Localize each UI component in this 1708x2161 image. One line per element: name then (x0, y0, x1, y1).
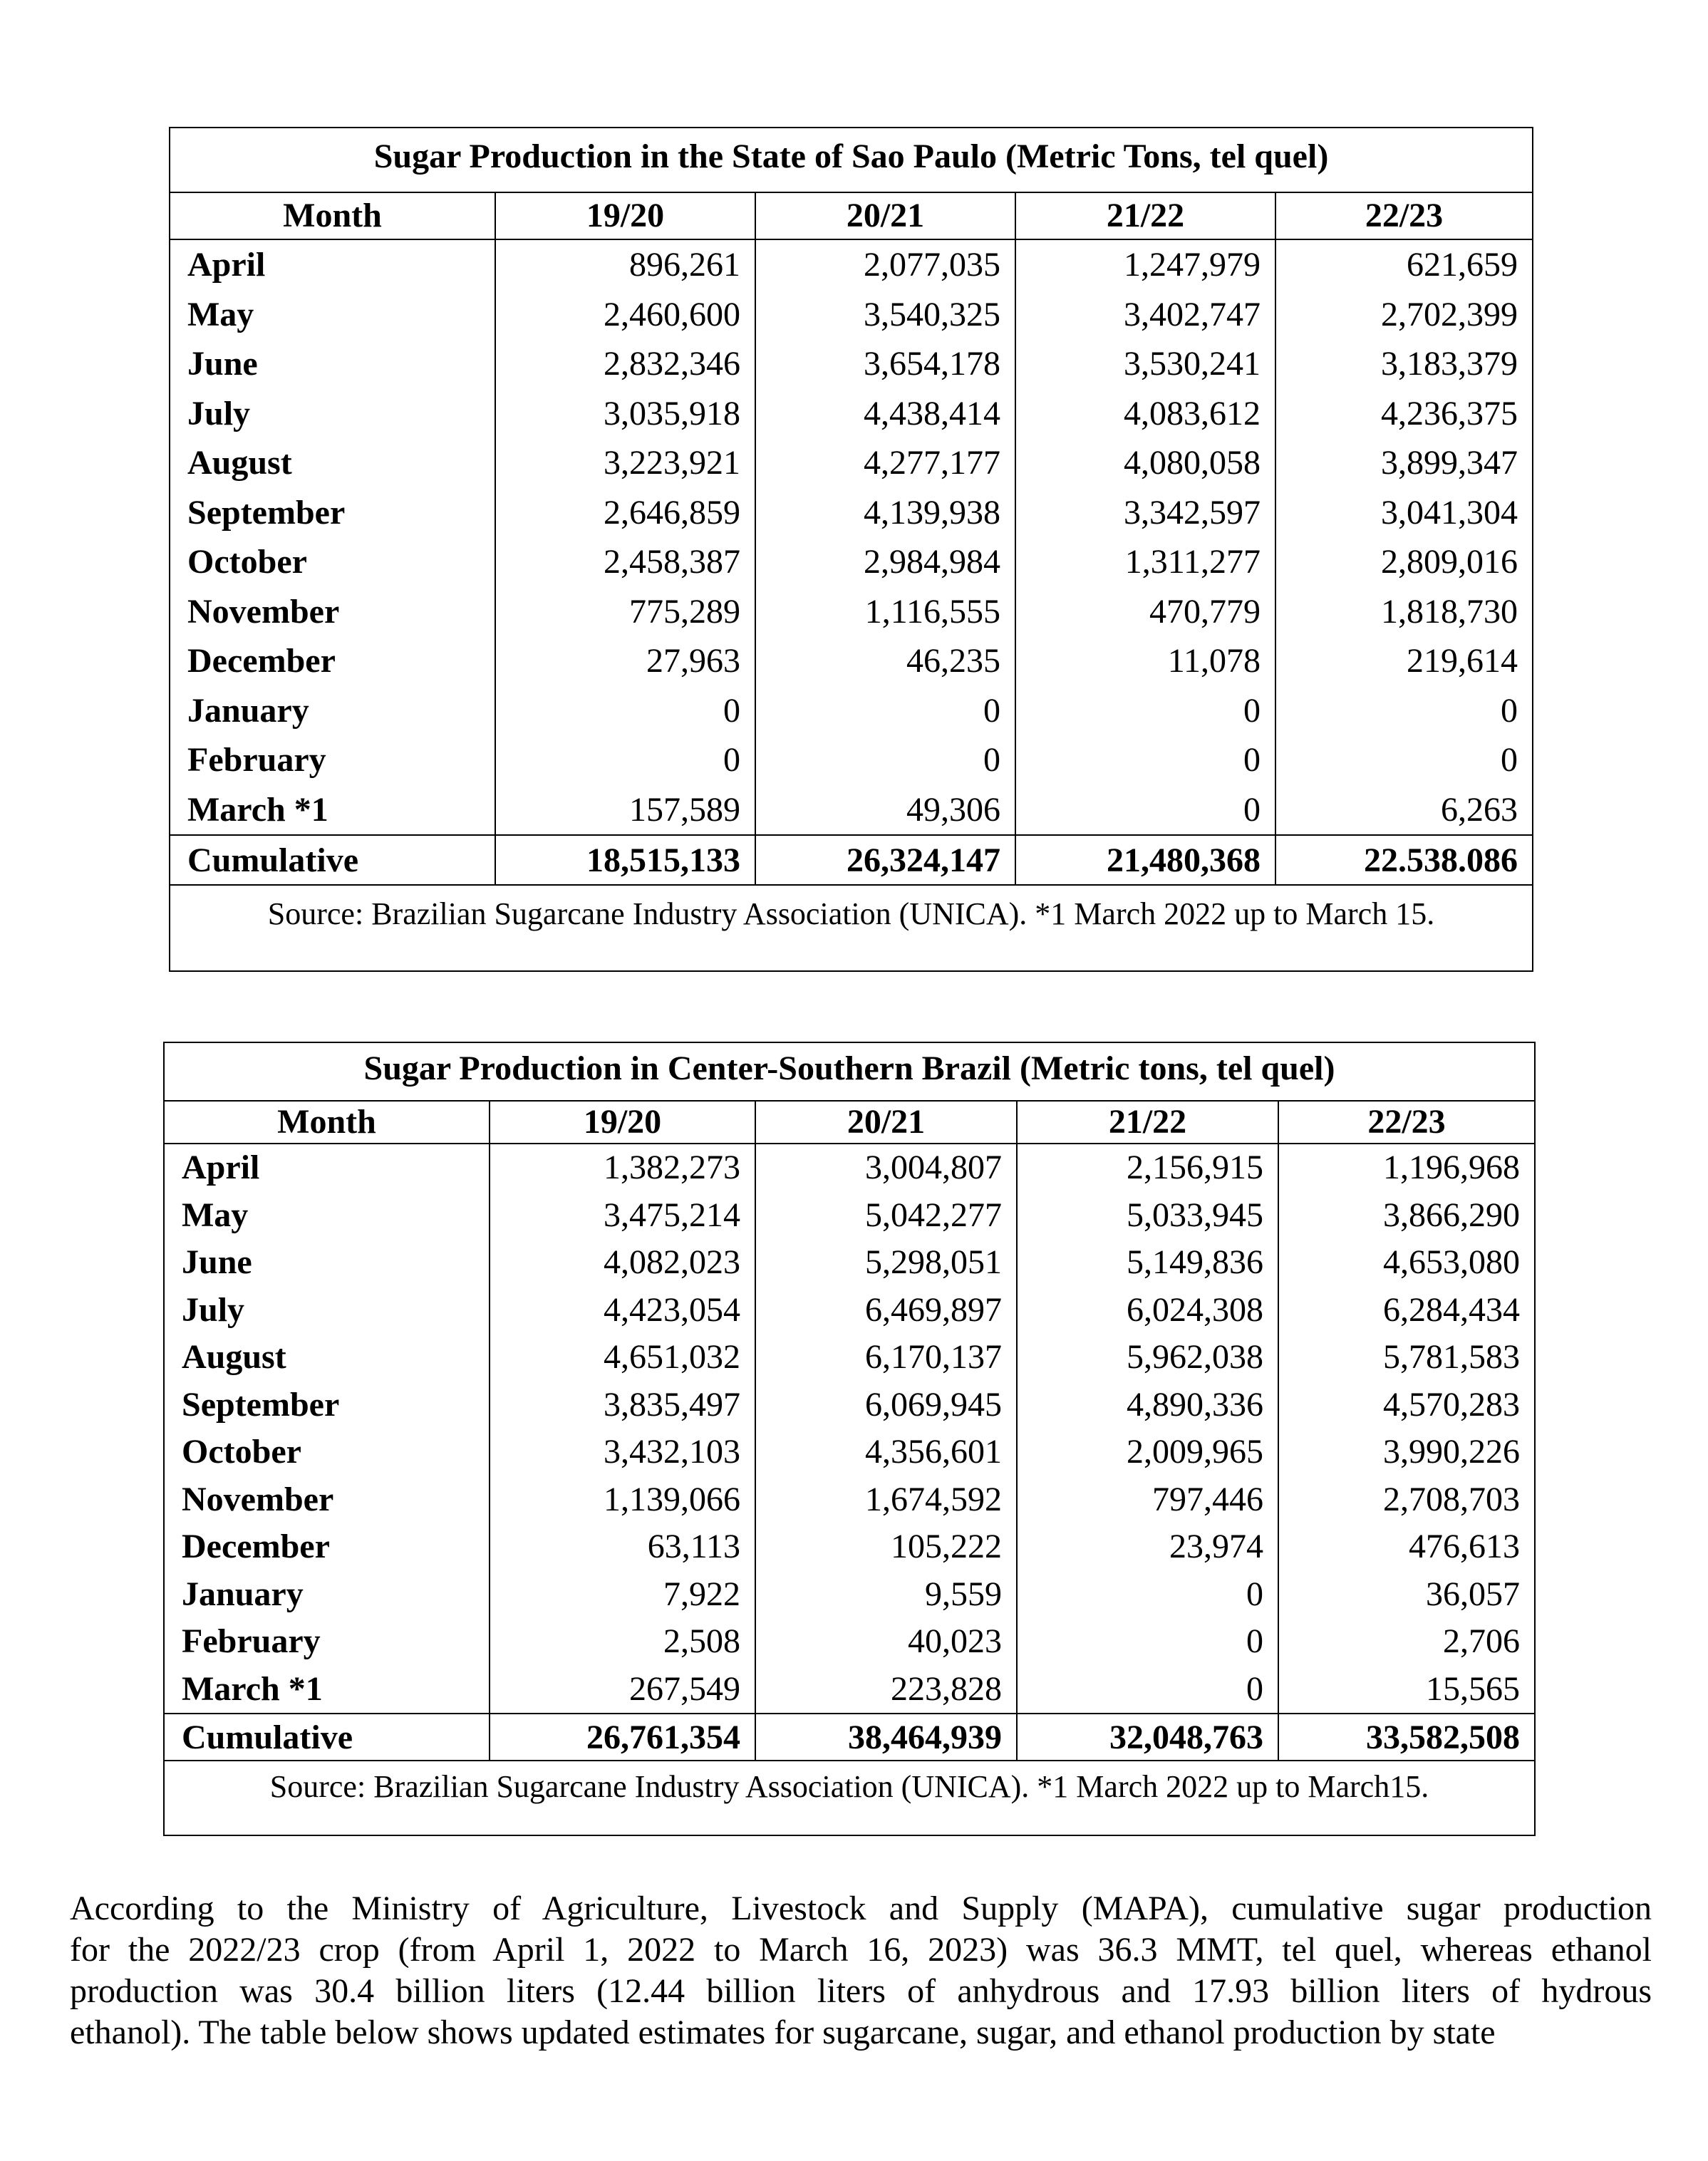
value-cell: 63,113 (489, 1523, 755, 1571)
month-cell: March *1 (187, 790, 328, 829)
table-source-note: Source: Brazilian Sugarcane Industry Association (UNICA). *1 March 2022 up to March15. (165, 1760, 1534, 1835)
value-cell: 4,890,336 (1016, 1382, 1278, 1429)
table-row (165, 1287, 1534, 1335)
table-row (170, 686, 1532, 736)
cumulative-row (165, 1713, 1534, 1760)
paragraph-line: production was 30.4 billion liters (12.44 billion liters of anhydrous and 17.93 billion liters of hydrous (70, 1972, 1652, 2010)
value-cell: 3,899,347 (1275, 438, 1532, 488)
value-cell: 4,570,283 (1278, 1382, 1534, 1429)
value-cell: 4,651,032 (489, 1334, 755, 1382)
value-cell: 2,077,035 (755, 240, 1015, 290)
value-cell: 0 (755, 735, 1015, 785)
value-cell: 0 (1015, 735, 1275, 785)
value-cell: 6,469,897 (755, 1287, 1016, 1335)
month-cell: September (182, 1385, 340, 1424)
value-cell: 2,646,859 (495, 488, 755, 538)
value-cell: 3,990,226 (1278, 1429, 1534, 1476)
value-cell: 3,041,304 (1275, 488, 1532, 538)
month-cell: January (182, 1575, 304, 1613)
value-cell: 26,324,147 (755, 836, 1015, 884)
value-cell: 1,116,555 (755, 587, 1015, 637)
month-cell: Cumulative (187, 841, 358, 879)
season-header: 21/22 (1016, 1100, 1278, 1143)
table-row (165, 1382, 1534, 1429)
month-cell: May (182, 1196, 249, 1234)
value-cell: 1,674,592 (755, 1476, 1016, 1524)
table-header-row (165, 1100, 1534, 1144)
value-cell: 49,306 (755, 785, 1015, 835)
value-cell: 2,460,600 (495, 290, 755, 340)
table-row (165, 1618, 1534, 1666)
table-row (165, 1476, 1534, 1524)
value-cell: 470,779 (1015, 587, 1275, 637)
table-row (170, 290, 1532, 340)
value-cell: 3,432,103 (489, 1429, 755, 1476)
month-cell: January (187, 691, 309, 730)
value-cell: 105,222 (755, 1523, 1016, 1571)
value-cell: 1,196,968 (1278, 1144, 1534, 1192)
value-cell: 896,261 (495, 240, 755, 290)
month-cell: August (182, 1338, 286, 1376)
value-cell: 2,458,387 (495, 537, 755, 587)
value-cell: 2,809,016 (1275, 537, 1532, 587)
value-cell: 21,480,368 (1015, 836, 1275, 884)
paragraph-line: According to the Ministry of Agriculture, Livestock and Supply (MAPA), cumulative sugar production (70, 1890, 1652, 1927)
value-cell: 23,974 (1016, 1523, 1278, 1571)
value-cell: 3,866,290 (1278, 1192, 1534, 1240)
value-cell: 3,530,241 (1015, 339, 1275, 389)
value-cell: 223,828 (755, 1666, 1016, 1714)
value-cell: 4,139,938 (755, 488, 1015, 538)
value-cell: 6,170,137 (755, 1334, 1016, 1382)
value-cell: 621,659 (1275, 240, 1532, 290)
value-cell: 4,356,601 (755, 1429, 1016, 1476)
month-cell: December (182, 1528, 330, 1565)
value-cell: 5,781,583 (1278, 1334, 1534, 1382)
value-cell: 1,818,730 (1275, 587, 1532, 637)
value-cell: 4,083,612 (1015, 389, 1275, 439)
month-cell: June (182, 1243, 252, 1281)
table-row (170, 339, 1532, 389)
value-cell: 0 (1016, 1571, 1278, 1619)
value-cell: 3,654,178 (755, 339, 1015, 389)
value-cell: 6,069,945 (755, 1382, 1016, 1429)
value-cell: 3,342,597 (1015, 488, 1275, 538)
month-cell: November (182, 1480, 334, 1518)
value-cell: 3,004,807 (755, 1144, 1016, 1192)
value-cell: 36,057 (1278, 1571, 1534, 1619)
value-cell: 9,559 (755, 1571, 1016, 1619)
table-row (165, 1523, 1534, 1571)
table-source-note: Source: Brazilian Sugarcane Industry Association (UNICA). *1 March 2022 up to March 15. (170, 884, 1532, 970)
value-cell: 5,033,945 (1016, 1192, 1278, 1240)
value-cell: 5,962,038 (1016, 1334, 1278, 1382)
center-south-sugar-table (163, 1042, 1536, 1836)
value-cell: 26,761,354 (489, 1714, 755, 1760)
table-row (170, 488, 1532, 538)
value-cell: 3,540,325 (755, 290, 1015, 340)
value-cell: 0 (1275, 686, 1532, 736)
value-cell: 0 (1015, 686, 1275, 736)
value-cell: 1,247,979 (1015, 240, 1275, 290)
cumulative-row (170, 834, 1532, 884)
value-cell: 6,284,434 (1278, 1287, 1534, 1335)
value-cell: 0 (1016, 1618, 1278, 1666)
season-header: 22/23 (1278, 1100, 1534, 1143)
season-header: 19/20 (489, 1100, 755, 1143)
table-title: Sugar Production in Center-Southern Brazil (Metric tons, tel quel) (165, 1043, 1534, 1102)
value-cell: 2,708,703 (1278, 1476, 1534, 1524)
value-cell: 267,549 (489, 1666, 755, 1714)
value-cell: 2,706 (1278, 1618, 1534, 1666)
table-row (165, 1144, 1534, 1192)
table-row (165, 1192, 1534, 1240)
value-cell: 0 (755, 686, 1015, 736)
value-cell: 5,298,051 (755, 1239, 1016, 1287)
paragraph-line: ethanol). The table below shows updated estimates for sugarcane, sugar, and ethanol production by state (70, 2014, 1496, 2051)
paragraph-line: for the 2022/23 crop (from April 1, 2022 to March 16, 2023) was 36.3 MMT, tel quel, whereas ethanol (70, 1931, 1652, 1969)
table-row (170, 785, 1532, 835)
value-cell: 3,035,918 (495, 389, 755, 439)
mapa-paragraph (70, 1888, 1652, 2053)
value-cell: 0 (1275, 735, 1532, 785)
value-cell: 797,446 (1016, 1476, 1278, 1524)
value-cell: 46,235 (755, 636, 1015, 686)
value-cell: 6,024,308 (1016, 1287, 1278, 1335)
month-cell: March *1 (182, 1669, 323, 1708)
value-cell: 0 (1015, 785, 1275, 835)
value-cell: 4,438,414 (755, 389, 1015, 439)
value-cell: 4,277,177 (755, 438, 1015, 488)
value-cell: 2,702,399 (1275, 290, 1532, 340)
value-cell: 3,402,747 (1015, 290, 1275, 340)
value-cell: 33,582,508 (1278, 1714, 1534, 1760)
table-row (170, 636, 1532, 686)
month-cell: Cumulative (182, 1719, 353, 1756)
month-cell: July (187, 394, 251, 432)
value-cell: 1,311,277 (1015, 537, 1275, 587)
value-cell: 6,263 (1275, 785, 1532, 835)
value-cell: 27,963 (495, 636, 755, 686)
value-cell: 15,565 (1278, 1666, 1534, 1714)
table-row (170, 537, 1532, 587)
value-cell: 3,223,921 (495, 438, 755, 488)
table-row (170, 240, 1532, 290)
value-cell: 0 (495, 735, 755, 785)
table-row (170, 587, 1532, 637)
month-cell: June (187, 345, 258, 383)
value-cell: 0 (1016, 1666, 1278, 1714)
value-cell: 5,149,836 (1016, 1239, 1278, 1287)
month-cell: May (187, 295, 254, 333)
season-header: 22/23 (1275, 192, 1532, 239)
month-cell: April (182, 1149, 260, 1186)
season-header: 21/22 (1015, 192, 1275, 239)
table-row (165, 1571, 1534, 1619)
value-cell: 22.538.086 (1275, 836, 1532, 884)
month-cell: October (182, 1433, 301, 1471)
value-cell: 476,613 (1278, 1523, 1534, 1571)
value-cell: 11,078 (1015, 636, 1275, 686)
month-cell: December (187, 642, 336, 680)
table-row (165, 1239, 1534, 1287)
value-cell: 775,289 (495, 587, 755, 637)
season-header: 20/21 (755, 192, 1015, 239)
value-cell: 157,589 (495, 785, 755, 835)
value-cell: 38,464,939 (755, 1714, 1016, 1760)
month-cell: July (182, 1290, 245, 1329)
month-header: Month (277, 1103, 376, 1141)
table-row (170, 438, 1532, 488)
value-cell: 3,183,379 (1275, 339, 1532, 389)
table-row (165, 1334, 1534, 1382)
table-row (170, 735, 1532, 785)
value-cell: 32,048,763 (1016, 1714, 1278, 1760)
value-cell: 7,922 (489, 1571, 755, 1619)
month-header: Month (283, 197, 382, 234)
month-cell: February (182, 1622, 321, 1660)
value-cell: 2,156,915 (1016, 1144, 1278, 1192)
value-cell: 1,382,273 (489, 1144, 755, 1192)
table-title: Sugar Production in the State of Sao Paulo (Metric Tons, tel quel) (170, 128, 1532, 193)
value-cell: 2,984,984 (755, 537, 1015, 587)
value-cell: 219,614 (1275, 636, 1532, 686)
value-cell: 1,139,066 (489, 1476, 755, 1524)
month-cell: October (187, 543, 307, 581)
value-cell: 4,236,375 (1275, 389, 1532, 439)
season-header: 19/20 (495, 192, 755, 239)
value-cell: 2,832,346 (495, 339, 755, 389)
sao-paulo-sugar-table (169, 127, 1533, 972)
value-cell: 2,508 (489, 1618, 755, 1666)
month-cell: April (187, 246, 266, 284)
value-cell: 4,080,058 (1015, 438, 1275, 488)
value-cell: 3,475,214 (489, 1192, 755, 1240)
value-cell: 40,023 (755, 1618, 1016, 1666)
value-cell: 5,042,277 (755, 1192, 1016, 1240)
table-header-row (170, 192, 1532, 240)
table-row (170, 389, 1532, 439)
month-cell: August (187, 444, 292, 482)
month-cell: February (187, 741, 326, 779)
value-cell: 4,653,080 (1278, 1239, 1534, 1287)
value-cell: 3,835,497 (489, 1382, 755, 1429)
value-cell: 18,515,133 (495, 836, 755, 884)
month-cell: November (187, 592, 340, 631)
value-cell: 4,423,054 (489, 1287, 755, 1335)
season-header: 20/21 (755, 1100, 1016, 1143)
value-cell: 2,009,965 (1016, 1429, 1278, 1476)
table-row (165, 1429, 1534, 1476)
table-row (165, 1666, 1534, 1714)
value-cell: 0 (495, 686, 755, 736)
value-cell: 4,082,023 (489, 1239, 755, 1287)
month-cell: September (187, 493, 346, 532)
